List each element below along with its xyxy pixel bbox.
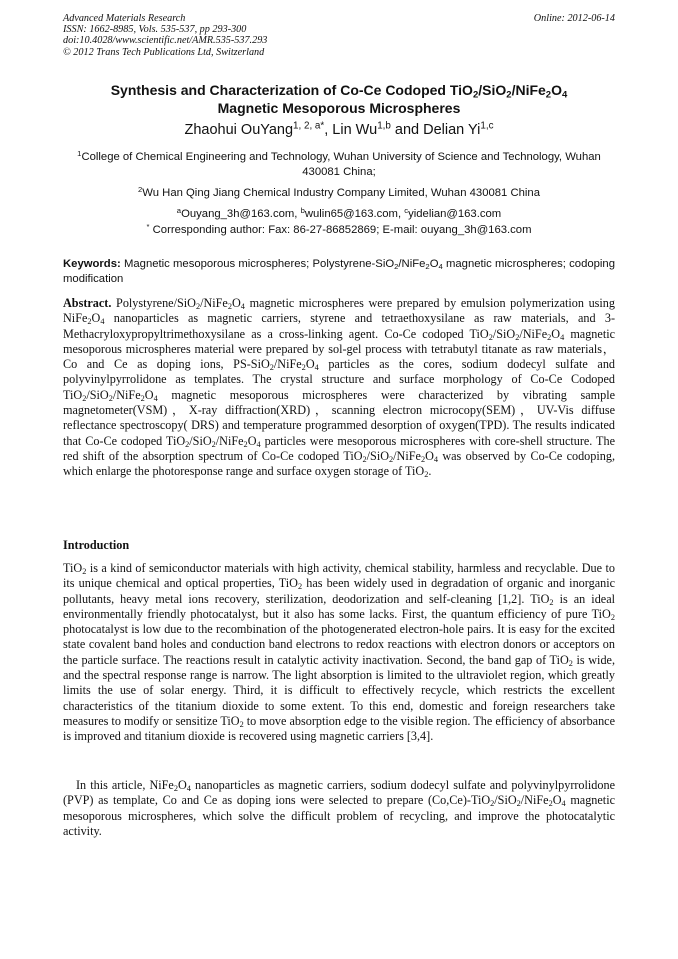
introduction-heading: Introduction [63, 538, 130, 552]
title-line-1: Synthesis and Characterization of Co-Ce Codoped $TiO_2/SiO_2/NiFe_2O_4$ [110, 82, 568, 101]
affiliation-2: $^2$Wu Han Qing Jiang Chemical Industry Company Limited, Wuhan 430081 China [138, 184, 540, 199]
email-link-c[interactable]: yidelian@163.com [408, 208, 502, 220]
author-emails: $^a$Ouyang_3h@163.com, $^b$wulin65@163.com, $^c$yidelian@163.com [176, 205, 502, 220]
copyright-line: © 2012 Trans Tech Publications Ltd, Switzerland [63, 46, 265, 58]
doi-line[interactable]: doi:10.4028/www.scientific.net/AMR.535-537.293 [63, 35, 268, 47]
abstract: Abstract. Polystyrene/$SiO_2/NiFe_2O_4$ magnetic microspheres were prepared by emulsion polymerization using $NiFe_2O_4$ nanoparticles as magnetic carriers, styrene and tetraethoxysilane as raw materials, and 3-Methacryloxypropyltrimethoxysilane as a cross-linking agent. Co-Ce codoped $TiO_2/SiO_2/NiFe_2O_4$ magnetic mesoporous microspheres material were prepared by sol-gel process with tetrabutyl titanate as raw materials，Co and Ce as doping ions, $PS-SiO_2/NiFe_2O_4$ particles as the cores, sodium dodecyl sulfate and polyvinylpyrrolidone as templates. The crystal structure and surface morphology of Co-Ce Codoped $TiO_2/SiO_2/NiFe_2O_4$ magnetic mesoporous microspheres were characterized by vibrating sample magnetometer(VSM)，X-ray diffraction(XRD)，scanning electron microcopy(SEM)，UV-Vis diffuse reflectance spectroscopy( DRS) and temperature programmed desorption of oxygen(TPD). The results indicated that Co-Ce codoped $TiO_2/SiO_2/NiFe_2O_4$ particles were mesoporous microspheres with core-shell structure. The red shift of the absorption spectrum of Co-Ce codoped $TiO_2/SiO_2/NiFe_2O_4$ was observed by Co-Ce codoping, which enlarge the photoresponse range and surface oxygen storage of TiO$_2$. [63, 296, 616, 480]
journal-header [63, 13, 615, 58]
author-3: and Delian Yi [390, 122, 481, 138]
online-date: Online: 2012-06-14 [533, 13, 615, 24]
paper-title [63, 82, 615, 117]
issn-line: ISSN: 1662-8985, Vols. 535-537, pp 293-300 [63, 24, 247, 36]
keywords-label: Keywords: [63, 258, 121, 270]
corresponding-author: * Corresponding author: Fax: 86-27-86852869; E-mail: ouyang_3h@163.com [146, 221, 532, 236]
author-1: Zhaohui OuYang [184, 122, 294, 138]
introduction-paragraph-2: In this article, $NiFe_2O_4$ nanoparticles as magnetic carriers, sodium dodecyl sulfate and polyvinylpyrrolidone (PVP) as template, Co and Ce as doping ions were selected to prepare $(Co,Ce)-TiO_2/SiO_2/NiFe_2O_4$ magnetic mesoporous microspheres, which solve the difficult problem of recycling, and improve the photocatalytic activity. [63, 778, 615, 838]
keywords: Keywords: Magnetic mesoporous microspheres; Polystyrene-$SiO_2/NiFe_2O_4$ magnetic microspheres; codoping modification [63, 258, 615, 285]
title-line-2: Magnetic Mesoporous Microspheres [217, 99, 461, 116]
email-link-a[interactable]: Ouyang_3h@163.com, [181, 208, 301, 220]
email-link-b[interactable]: wulin65@163.com, [304, 208, 405, 220]
abstract-label: Abstract. [63, 296, 112, 310]
author-2: , Lin Wu [324, 122, 378, 138]
introduction-paragraph-1: TiO$_2$ is a kind of semiconductor materials with high activity, chemical stability, harmless and recyclable. Due to its unique chemical and optical properties, TiO$_2$ has been widely used in degradation of organic and inorganic pollutants, heavy metal ions recovery, sterilization, deodorization and self-cleaning [1,2]. TiO$_2$ is an ideal environmentally friendly photocatalyst, but it also has some lacks. First, the quantum efficiency of pure TiO$_2$ photocatalyst is low due to the recombination of the photogenerated electron-hole pairs. It is easy for the excited state covalent band holes and conduction band electrons to redox reactions with electron donors or acceptors on the particle surface. The reactions result in catalytic activity inactivation. Second, the band gap of TiO$_2$ is wide, and the spectral response range is narrow. The light absorption is limited to the ultraviolet region, which greatly limits the use of solar energy. Third, it is difficult to effectively recycle, which restricts the excellent characteristics of the titanium dioxide to some extent. To this end, domestic and foreign researchers take measures to modify or sensitize TiO$_2$ to move absorption edge to the visible region. The efficiency of absorbance is improved and titanium dioxide is recovered using magnetic carriers [3,4]. [63, 561, 615, 744]
affiliation-1: $^1$College of Chemical Engineering and Technology, Wuhan University of Science and Technology, Wuhan 430081 China; [77, 148, 601, 178]
journal-name: Advanced Materials Research [63, 13, 186, 24]
author-list: Zhaohui OuYang$^{1, 2, a*}$, Lin Wu$^{1,b}$ and Delian Yi$^{1,c}$ [184, 120, 494, 138]
